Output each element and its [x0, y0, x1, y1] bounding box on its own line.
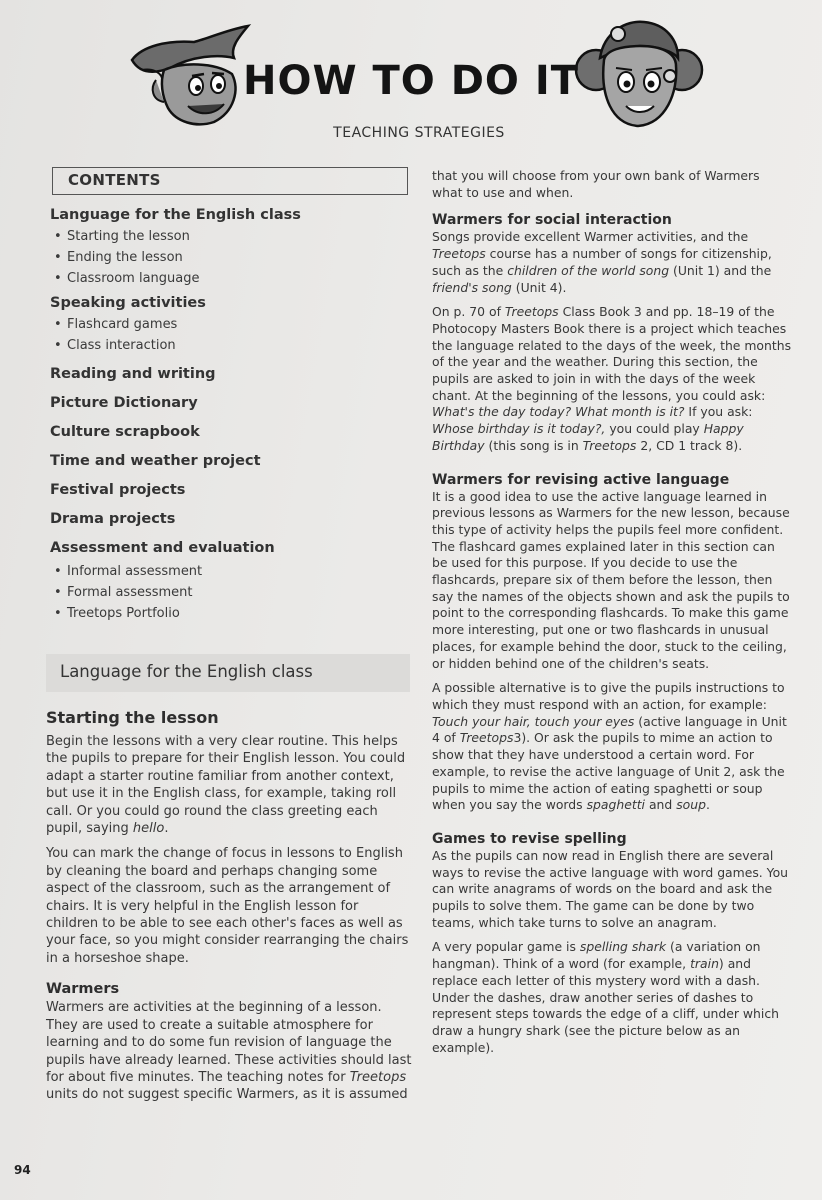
- contents-box: CONTENTS: [52, 167, 408, 195]
- heading-revising-active-language: Warmers for revising active language: [432, 471, 730, 488]
- toc-heading-dictionary: Picture Dictionary: [50, 395, 198, 411]
- toc-heading-speaking: Speaking activities: [50, 295, 206, 311]
- contents-list: [50, 205, 412, 624]
- paragraph: On p. 70 of Treetops Class Book 3 and pp. 18–19 of the Photocopy Masters Book there is a project which teaches the language related to the days of the week, the months of the year and the weather. During this section, the pupils are asked to join in with the days of the week chant. At the beginning of the lessons, you could ask: What's the day today? What month is it? If you ask: Whose birthday is it today?, you could play Happy Birthday (this song is in Treetops 2, CD 1 track 8).: [432, 304, 792, 453]
- paragraph: A very popular game is spelling shark (a variation on hangman). Think of a word (for example, train) and replace each letter of this mystery word with a dash. Under the dashes, draw another series of dashes to represent steps towards the edge of a cliff, under which draw a hungry shark (see the picture below as an example).: [432, 939, 780, 1055]
- paragraph: Begin the lessons with a very clear routine. This helps the pupils to prepare for their English lesson. You could adapt a starter routine familiar from another context, but use it in the English class, for example, taking roll call. Or you could go round the class greeting each pupil, saying hello.: [46, 734, 406, 837]
- toc-sublist: [50, 226, 412, 289]
- toc-item: • Class interaction: [50, 335, 412, 356]
- toc-heading-language: Language for the English class: [50, 207, 301, 223]
- toc-sublist: [50, 561, 412, 624]
- paragraph: that you will choose from your own bank of Warmers what to use and when.: [432, 168, 760, 200]
- heading-games-spelling: Games to revise spelling: [432, 830, 627, 847]
- heading-warmers: Warmers: [46, 981, 120, 998]
- page-title: HOW TO DO IT: [242, 58, 580, 104]
- toc-item: • Treetops Portfolio: [50, 603, 412, 624]
- paragraph: You can mark the change of focus in lessons to English by cleaning the board and perhaps changing some aspect of the classroom, such as the arrangement of chairs. It is very helpful in the English lesson for children to be able to see each other's faces as well as your face, so you might consider rearranging the chairs in a horseshoe shape.: [46, 846, 409, 966]
- toc-item: • Flashcard games: [50, 314, 412, 335]
- toc-item: • Formal assessment: [50, 582, 412, 603]
- heading-social-interaction: Warmers for social interaction: [432, 212, 672, 229]
- toc-item: • Classroom language: [50, 268, 412, 289]
- toc-sublist: [50, 314, 412, 356]
- right-column: [432, 168, 792, 1064]
- paragraph: A possible alternative is to give the pupils instructions to which they must respond with an action, for example: Touch your hair, touch your eyes (active language in Unit 4 of Treetops3). Or ask the pupils to mime an action to show that they have understood a certain word. For example, to revise the active language of Unit 2, ask the pupils to mime the action of eating spaghetti or soup when you say the words spaghetti and soup.: [432, 680, 787, 813]
- paragraph: Songs provide excellent Warmer activities, and the Treetops course has a number of songs for citizenship, such as the children of the world song (Unit 1) and the friend's song (Unit 4).: [432, 229, 772, 295]
- toc-item: • Starting the lesson: [50, 226, 412, 247]
- paragraph: It is a good idea to use the active language learned in previous lessons as Warmers for the new lesson, because this type of activity helps the pupils feel more confident. The flashcard games explained later in this section can be used for this purpose. If you decide to use the flashcards, prepare six of them before the lesson, then say the names of the objects shown and ask the pupils to point to the corresponding flashcards. To make this game more interesting, put one or two flashcards in unusual places, for example behind the door, stuck to the ceiling, or hidden behind one of the children's seats.: [432, 488, 790, 671]
- section-band: Language for the English class: [46, 654, 410, 692]
- toc-heading-festival: Festival projects: [50, 482, 186, 498]
- toc-heading-culture: Culture scrapbook: [50, 424, 200, 440]
- toc-heading-assessment: Assessment and evaluation: [50, 540, 275, 556]
- toc-heading-time-weather: Time and weather project: [50, 453, 261, 469]
- page-subtitle: TEACHING STRATEGIES: [333, 125, 505, 141]
- toc-item: • Ending the lesson: [50, 247, 412, 268]
- paragraph: As the pupils can now read in English there are several ways to revise the active language with word games. You can write anagrams of words on the board and ask the pupils to solve them. The game can be done by two teams, which take turns to solve an anagram.: [432, 847, 789, 930]
- heading-starting-lesson: Starting the lesson: [46, 708, 219, 727]
- toc-heading-reading: Reading and writing: [50, 366, 216, 382]
- page-number: 94: [14, 1163, 31, 1177]
- toc-heading-drama: Drama projects: [50, 511, 176, 527]
- toc-item: • Informal assessment: [50, 561, 412, 582]
- paragraph: Warmers are activities at the beginning of a lesson. They are used to create a suitable atmosphere for learning and to do some fun revision of language the pupils have already learned. These activities should last for about five minutes. The teaching notes for Treetops units do not suggest specific Warmers, as it is assumed: [46, 1000, 412, 1103]
- left-column: [46, 167, 412, 1112]
